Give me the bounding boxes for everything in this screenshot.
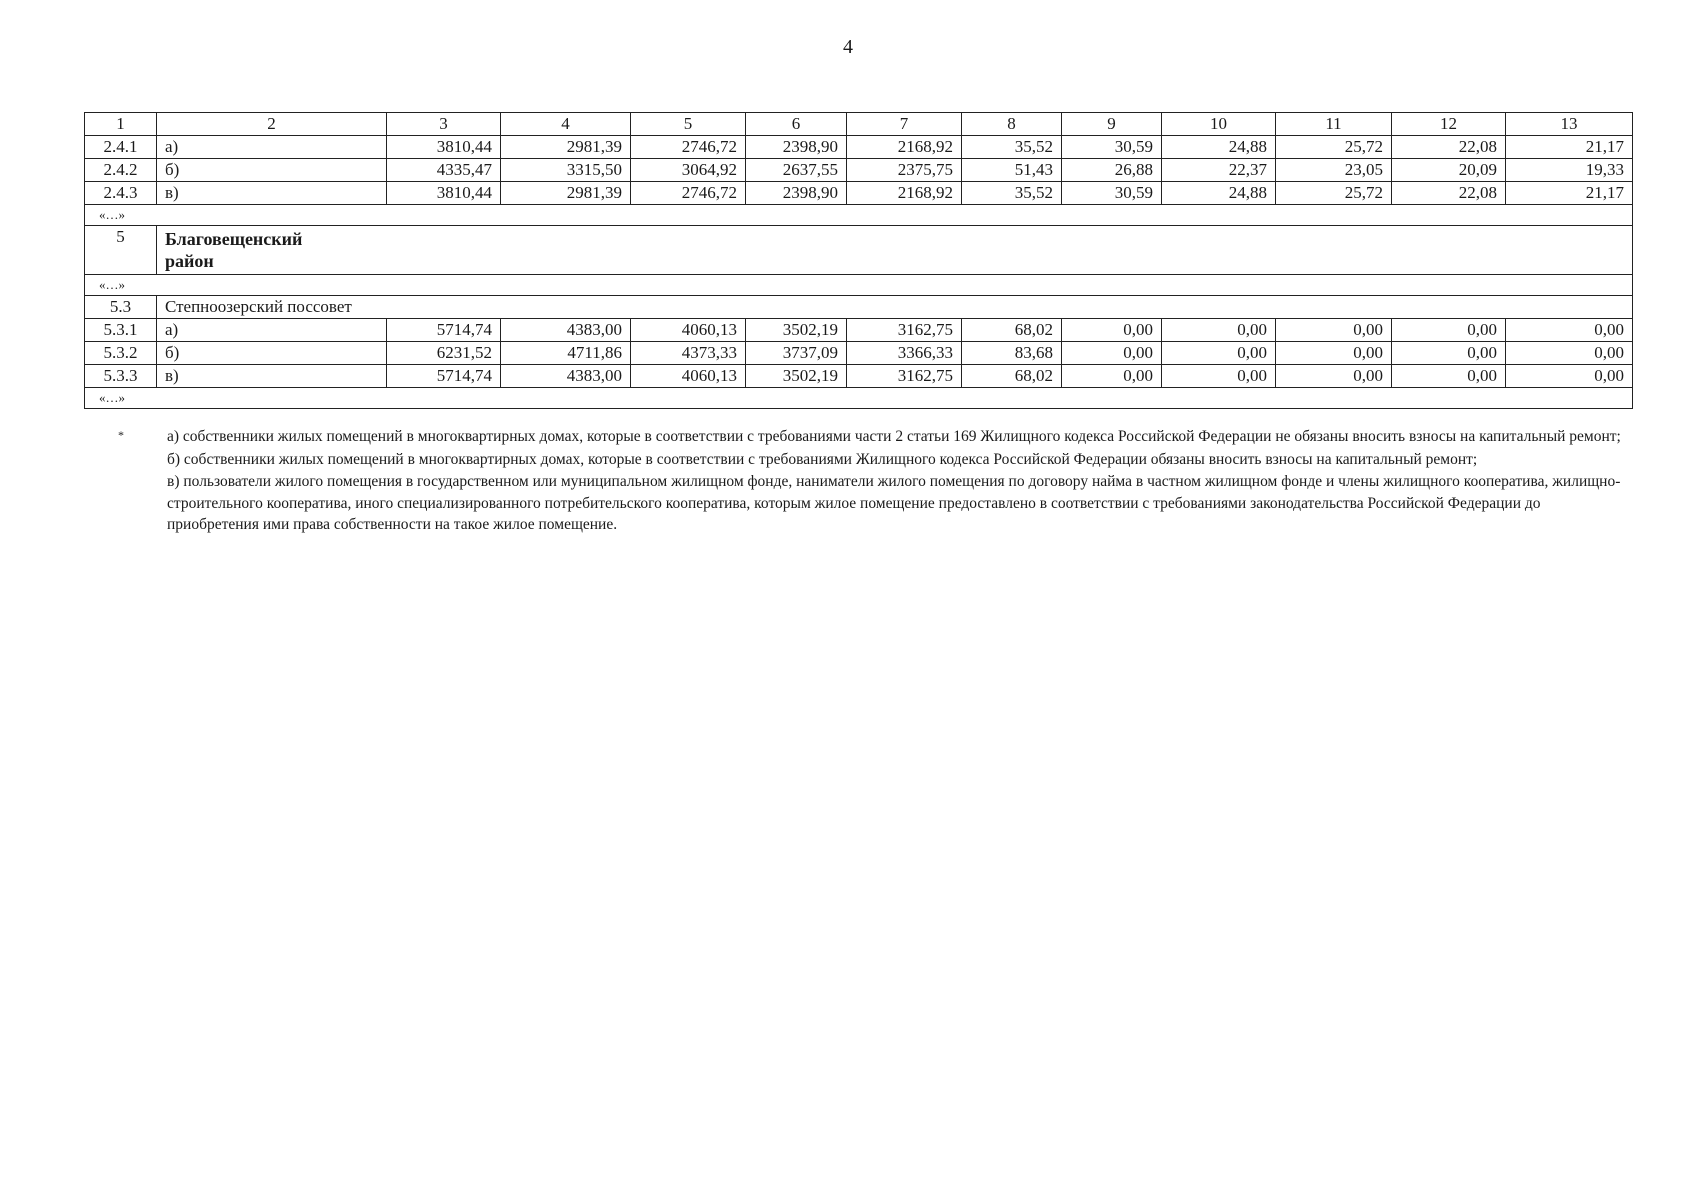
value-cell: 2746,72 (631, 136, 746, 159)
value-cell: 83,68 (962, 342, 1062, 365)
value-cell: 4383,00 (501, 365, 631, 388)
table-row (85, 159, 1633, 182)
subdivision-number: 5.3 (85, 296, 157, 319)
ellipsis-row (85, 275, 1633, 296)
table-row (85, 342, 1633, 365)
value-cell: 4383,00 (501, 319, 631, 342)
value-cell: 3315,50 (501, 159, 631, 182)
header-cell: 2 (157, 113, 387, 136)
value-cell: 0,00 (1162, 342, 1276, 365)
value-cell: 21,17 (1506, 136, 1633, 159)
value-cell: 0,00 (1162, 365, 1276, 388)
value-cell: 51,43 (962, 159, 1062, 182)
ellipsis-mark: «…» (85, 388, 1633, 409)
value-cell: 0,00 (1506, 342, 1633, 365)
footnote-marker: * (118, 428, 124, 442)
ellipsis-row (85, 388, 1633, 409)
district-number: 5 (85, 226, 157, 275)
value-cell: 0,00 (1506, 365, 1633, 388)
value-cell: 0,00 (1062, 342, 1162, 365)
value-cell: 20,09 (1392, 159, 1506, 182)
row-label: б) (157, 342, 387, 365)
value-cell: 3810,44 (387, 136, 501, 159)
row-number: 5.3.2 (85, 342, 157, 365)
ellipsis-row (85, 205, 1633, 226)
value-cell: 2746,72 (631, 182, 746, 205)
header-row (85, 113, 1633, 136)
value-cell: 25,72 (1276, 182, 1392, 205)
value-cell: 5714,74 (387, 365, 501, 388)
district-name (157, 226, 1633, 275)
value-cell: 22,08 (1392, 136, 1506, 159)
value-cell: 4060,13 (631, 365, 746, 388)
value-cell: 19,33 (1506, 159, 1633, 182)
row-label: а) (157, 319, 387, 342)
value-cell: 3162,75 (847, 365, 962, 388)
value-cell: 68,02 (962, 365, 1062, 388)
row-number: 5.3.1 (85, 319, 157, 342)
header-cell: 8 (962, 113, 1062, 136)
value-cell: 2375,75 (847, 159, 962, 182)
value-cell: 23,05 (1276, 159, 1392, 182)
subdivision-name: Степноозерский поссовет (157, 296, 1633, 319)
ellipsis-mark: «…» (85, 205, 1633, 226)
header-cell: 6 (746, 113, 847, 136)
value-cell: 2637,55 (746, 159, 847, 182)
value-cell: 2981,39 (501, 136, 631, 159)
ellipsis-mark: «…» (85, 275, 1633, 296)
header-cell: 11 (1276, 113, 1392, 136)
district-row (85, 226, 1633, 275)
value-cell: 5714,74 (387, 319, 501, 342)
table-row (85, 319, 1633, 342)
district-name-text: Благовещенский район (165, 229, 303, 271)
subdivision-row (85, 296, 1633, 319)
value-cell: 6231,52 (387, 342, 501, 365)
value-cell: 3064,92 (631, 159, 746, 182)
row-label: б) (157, 159, 387, 182)
table-row (85, 365, 1633, 388)
value-cell: 26,88 (1062, 159, 1162, 182)
value-cell: 4711,86 (501, 342, 631, 365)
value-cell: 2168,92 (847, 182, 962, 205)
value-cell: 25,72 (1276, 136, 1392, 159)
value-cell: 3810,44 (387, 182, 501, 205)
header-cell: 5 (631, 113, 746, 136)
value-cell: 0,00 (1276, 319, 1392, 342)
value-cell: 3502,19 (746, 319, 847, 342)
value-cell: 4335,47 (387, 159, 501, 182)
row-number: 2.4.2 (85, 159, 157, 182)
table-row (85, 136, 1633, 159)
value-cell: 24,88 (1162, 182, 1276, 205)
header-cell: 10 (1162, 113, 1276, 136)
footnote-a: а) собственники жилых помещений в многоквартирных домах, которые в соответствии с требованиями части 2 статьи 169 Жилищного кодекса Российской Федерации не обязаны вносить взносы на капитальный ремонт; (167, 428, 1621, 445)
row-label: в) (157, 365, 387, 388)
value-cell: 22,37 (1162, 159, 1276, 182)
row-number: 2.4.3 (85, 182, 157, 205)
value-cell: 22,08 (1392, 182, 1506, 205)
footnote-b: б) собственники жилых помещений в многоквартирных домах, которые в соответствии с требованиями Жилищного кодекса Российской Федерации обязаны вносить взносы на капитальный ремонт; (167, 450, 1478, 468)
value-cell: 3737,09 (746, 342, 847, 365)
header-cell: 13 (1506, 113, 1633, 136)
value-cell: 0,00 (1276, 365, 1392, 388)
value-cell: 35,52 (962, 182, 1062, 205)
header-cell: 7 (847, 113, 962, 136)
table-row (85, 182, 1633, 205)
header-cell: 4 (501, 113, 631, 136)
tariff-table (84, 112, 1633, 409)
value-cell: 2168,92 (847, 136, 962, 159)
value-cell: 2981,39 (501, 182, 631, 205)
value-cell: 2398,90 (746, 136, 847, 159)
row-number: 2.4.1 (85, 136, 157, 159)
value-cell: 3502,19 (746, 365, 847, 388)
header-cell: 1 (85, 113, 157, 136)
value-cell: 30,59 (1062, 136, 1162, 159)
header-cell: 12 (1392, 113, 1506, 136)
value-cell: 3366,33 (847, 342, 962, 365)
value-cell: 3162,75 (847, 319, 962, 342)
row-number: 5.3.3 (85, 365, 157, 388)
value-cell: 0,00 (1162, 319, 1276, 342)
header-cell: 9 (1062, 113, 1162, 136)
value-cell: 0,00 (1392, 365, 1506, 388)
value-cell: 30,59 (1062, 182, 1162, 205)
row-label: а) (157, 136, 387, 159)
header-cell: 3 (387, 113, 501, 136)
footnote-c: в) пользователи жилого помещения в государственном или муниципальном жилищном фонде, наниматели жилого помещения по договору найма в частном жилищном фонде и члены жилищного кооператива, жилищно-строительного кооператива, иного специализированного потребительского кооператива, которым жилое помещение предоставлено в соответствии с требованиями законодательства Российской Федерации до приобретения ими права собственности на такое жилое помещение. (167, 473, 1621, 533)
value-cell: 0,00 (1506, 319, 1633, 342)
footnotes (167, 426, 1622, 537)
value-cell: 2398,90 (746, 182, 847, 205)
value-cell: 0,00 (1276, 342, 1392, 365)
row-label: в) (157, 182, 387, 205)
value-cell: 21,17 (1506, 182, 1633, 205)
value-cell: 4373,33 (631, 342, 746, 365)
page-number: 4 (843, 36, 853, 58)
value-cell: 68,02 (962, 319, 1062, 342)
value-cell: 24,88 (1162, 136, 1276, 159)
value-cell: 35,52 (962, 136, 1062, 159)
value-cell: 0,00 (1062, 319, 1162, 342)
value-cell: 0,00 (1392, 319, 1506, 342)
value-cell: 0,00 (1062, 365, 1162, 388)
value-cell: 0,00 (1392, 342, 1506, 365)
value-cell: 4060,13 (631, 319, 746, 342)
